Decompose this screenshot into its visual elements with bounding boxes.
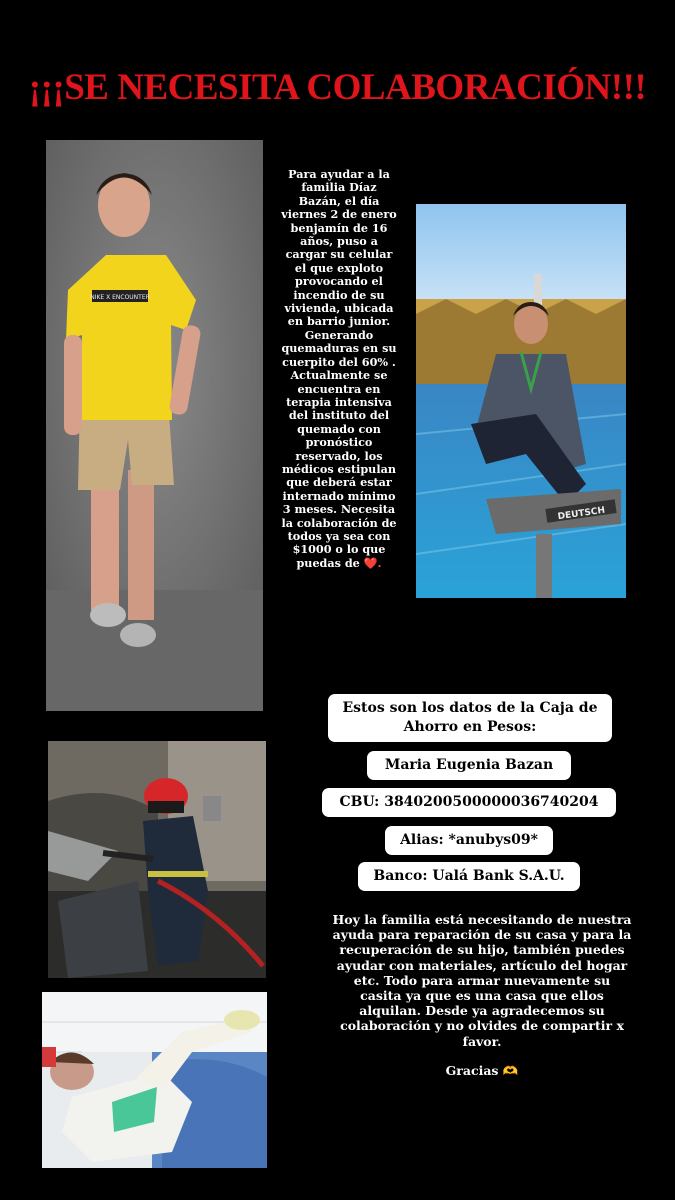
thanks-text: Gracias 🫶 (445, 1062, 519, 1078)
heart-icon: ❤️. (363, 555, 382, 570)
photo-boy-pool (416, 204, 626, 598)
page-title: ¡¡¡SE NECESITA COLABORACIÓN!!! (28, 67, 647, 108)
story-text: Para ayudar a la familia Díaz Bazán, el día viernes 2 de enero benjamín de 16 años, puso a cargar su celular el que exploto provocando el incendio de su vivienda, ubicada en barrio junior. Generando quemaduras en su cuerpito del 60% . Actualmente se encuentra en terapia intensiva del instituto del quemado con pronóstico reservado, los médicos estipulan que deberá estar internado mínimo 3 meses. Necesita la colaboración de todos ya sea con $1000 o lo que puedas de ❤️. (281, 167, 397, 570)
cbu-pill[interactable]: CBU: 3840200500000036740204 (322, 788, 616, 817)
account-holder-pill: Maria Eugenia Bazan (367, 751, 571, 780)
alias-pill[interactable]: Alias: *anubys09* (385, 826, 553, 855)
block-label: DEUTSCH (557, 505, 606, 523)
closing-text: Hoy la familia está necesitando de nuestra ayuda para reparación de su casa y para la recuperación de su hijo, también puedes ayudar con materiales, artículo del hogar etc. Todo para armar nuevamente su casita ya que es una casa que ellos alquilan. Desde ya agradecemos su colaboración y no olvides de compartir x favor. (332, 912, 632, 1049)
bank-header-pill: Estos son los datos de la Caja de Ahorro en Pesos: (328, 694, 612, 742)
photo-boy-yellow-shirt (46, 140, 263, 711)
shirt-print: NIKE X ENCOUNTER (90, 294, 150, 301)
photo-firefighter (48, 741, 266, 978)
closing-message (332, 912, 632, 1078)
bank-name-pill: Banco: Ualá Bank S.A.U. (358, 862, 580, 891)
photo-hospital-patient (42, 992, 267, 1168)
